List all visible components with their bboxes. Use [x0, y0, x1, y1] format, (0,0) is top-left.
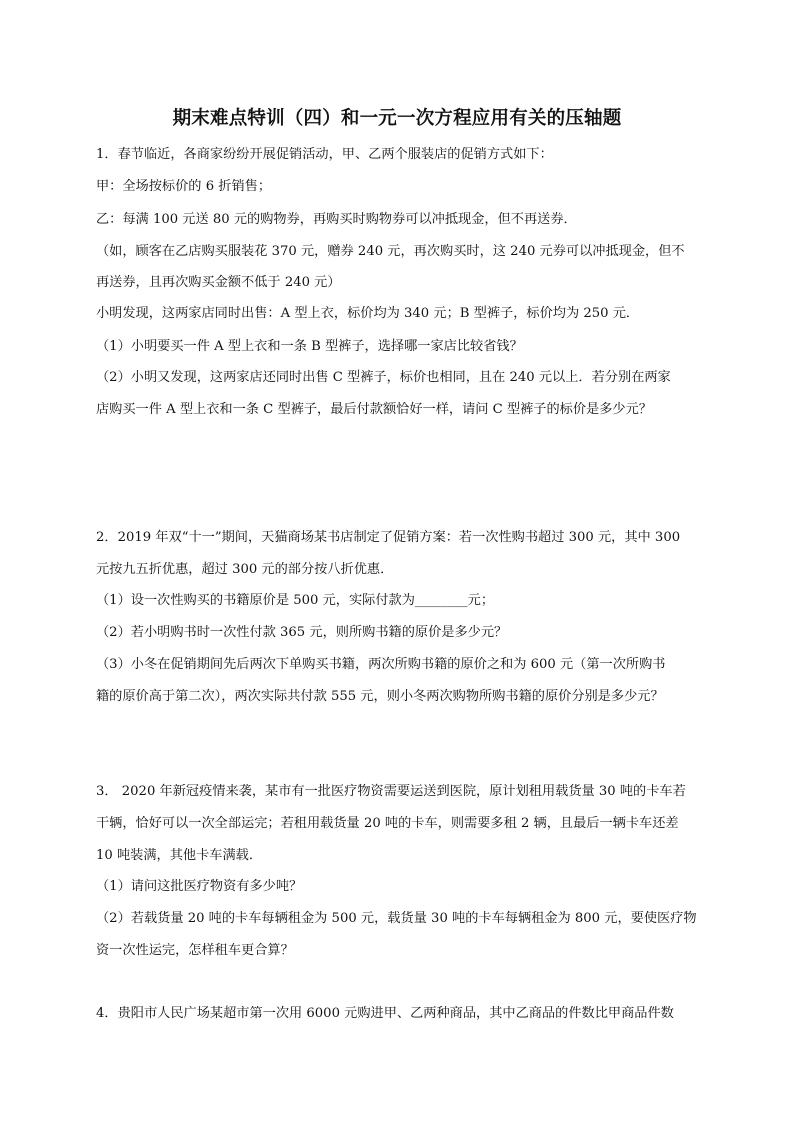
problem-3-line: 3． 2020 年新冠疫情来袭，某市有一批医疗物资需要运送到医院，原计划租用载货量 30 吨的卡车若	[96, 784, 686, 799]
problem-1-line: 乙：每满 100 元送 80 元的购物券，再购买时购物券可以冲抵现金，但不再送券．	[96, 212, 577, 227]
problem-2-line: （1）设一次性购买的书籍原价是 500 元，实际付款为________元；	[96, 593, 495, 608]
problem-2-line: 元按九五折优惠，超过 300 元的部分按八折优惠．	[96, 562, 394, 577]
problem-3-line: 资一次性运完，怎样租车更合算？	[96, 943, 294, 958]
problem-1-line: 1．春节临近，各商家纷纷开展促销活动，甲、乙两个服装店的促销方式如下：	[96, 147, 553, 162]
problem-2-line: 籍的原价高于第二次），两次实际共付款 555 元，则小冬两次购物所购书籍的原价分别是多少元？	[96, 689, 664, 704]
problem-1-line: （1）小明要买一件 A 型上衣和一条 B 型裤子，选择哪一家店比较省钱？	[96, 339, 523, 354]
problem-1-line: 店购买一件 A 型上衣和一条 C 型裤子，最后付款额恰好一样，请问 C 型裤子的标价是多少元？	[96, 402, 652, 417]
problem-1-line: 小明发现，这两家店同时出售：A 型上衣，标价均为 340 元；B 型裤子，标价均为 250 元．	[96, 306, 640, 321]
document-title: 期末难点特训（四）和一元一次方程应用有关的压轴题	[172, 108, 622, 129]
problem-2-line: （3）小冬在促销期间先后两次下单购买书籍，两次所购书籍的原价之和为 600 元（第一次所购书	[96, 657, 666, 672]
problem-1-line: 甲：全场按标价的 6 折销售；	[96, 179, 272, 194]
problem-3-line: 10 吨装满，其他卡车满载．	[96, 848, 263, 863]
problem-3-line: （1）请问这批医疗物资有多少吨？	[96, 879, 303, 894]
problem-1-line: 再送券，且再次购买金额不低于 240 元）	[96, 275, 341, 290]
problem-4-line: 4．贵阳市人民广场某超市第一次用 6000 元购进甲、乙两种商品，其中乙商品的件数比甲商品件数	[96, 1006, 674, 1021]
problem-2-line: （2）若小明购书时一次性付款 365 元，则所购书籍的原价是多少元？	[96, 625, 508, 640]
problem-3-line: （2）若载货量 20 吨的卡车每辆租金为 500 元，载货量 30 吨的卡车每辆租金为 800 元，要使医疗物	[96, 911, 697, 926]
problem-3-line: 干辆，恰好可以一次全部运完；若租用载货量 20 吨的卡车，则需要多租 2 辆，且最后一辆卡车还差	[96, 816, 679, 831]
problem-1-line: （如，顾客在乙店购买服装花 370 元，赠券 240 元，再次购买时，这 240 元券可以冲抵现金，但不	[96, 244, 685, 259]
problem-2-line: 2．2019 年双“十一”期间，天猫商场某书店制定了促销方案：若一次性购书超过 300 元，其中 300	[96, 530, 681, 545]
problem-1-line: （2）小明又发现，这两家店还同时出售 C 型裤子，标价也相同，且在 240 元以上．若分别在两家	[96, 370, 671, 385]
